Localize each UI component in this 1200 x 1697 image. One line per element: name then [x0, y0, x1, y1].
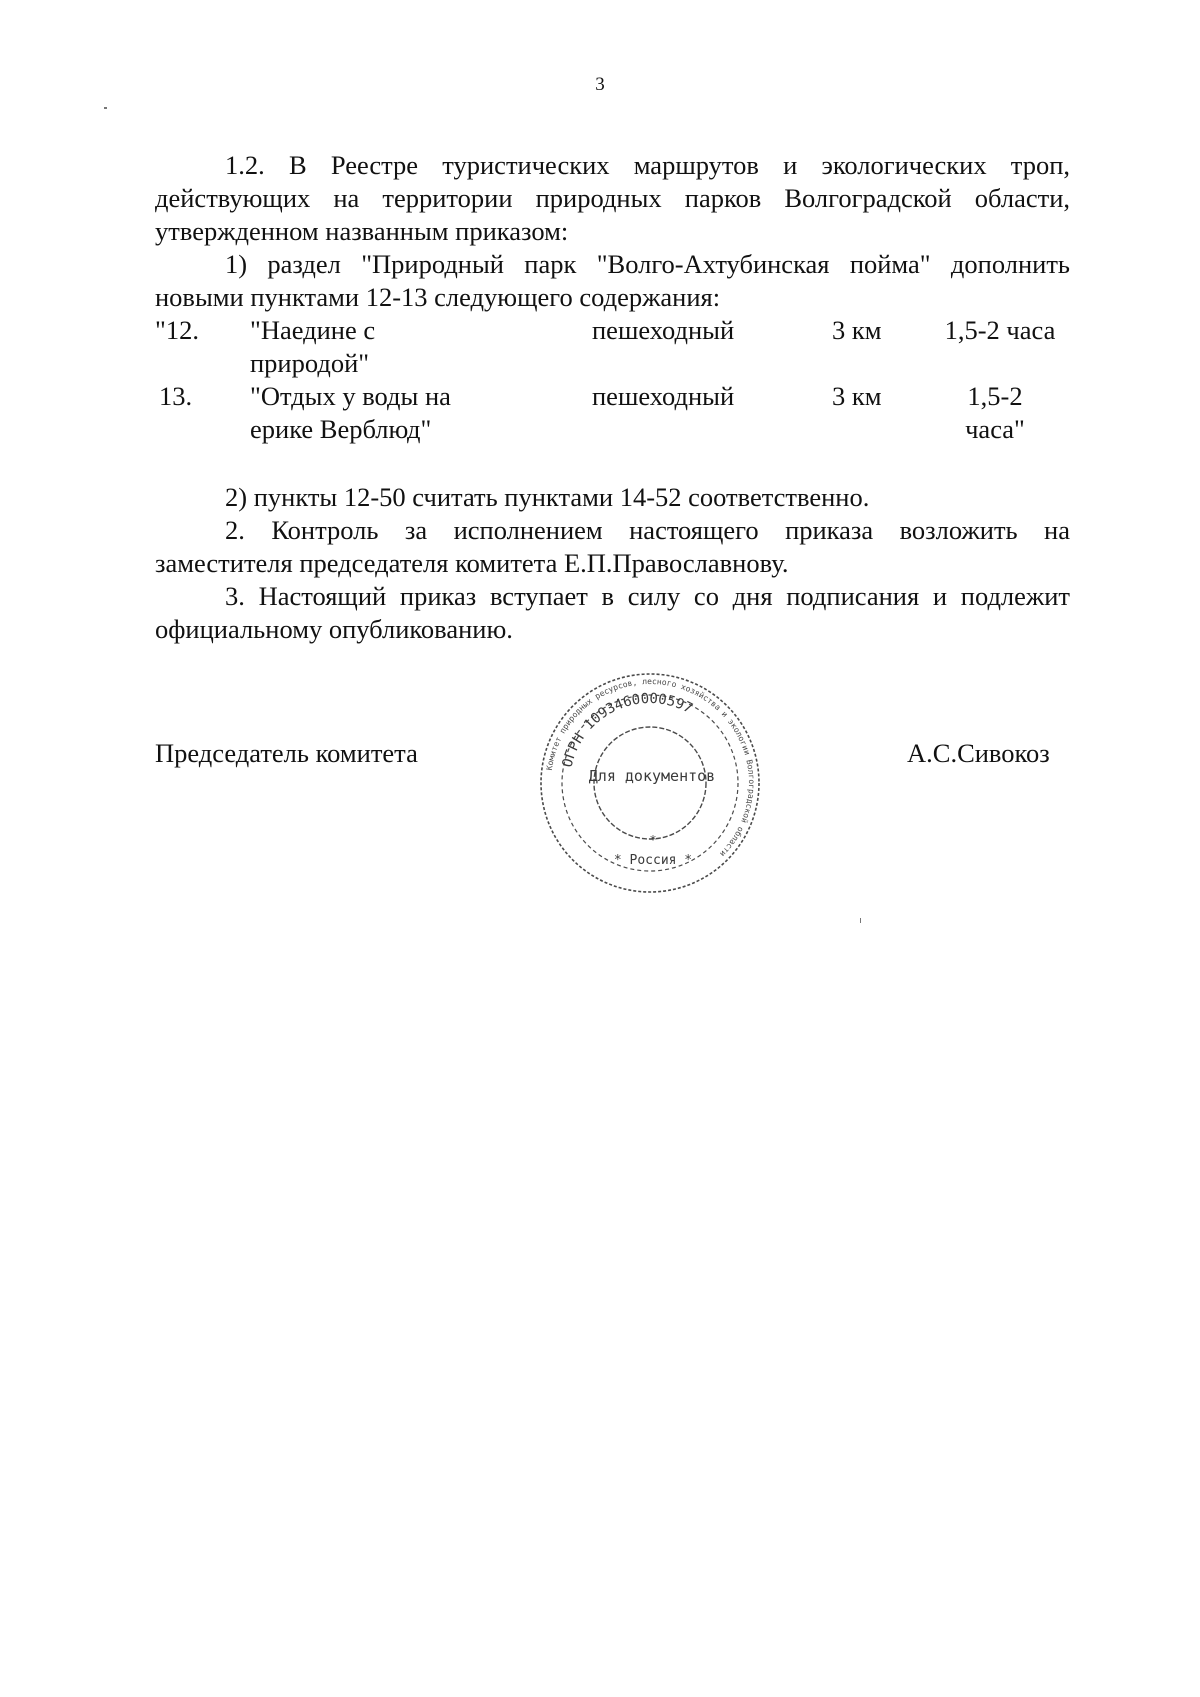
route-number: 13. — [159, 381, 193, 411]
route-distance: 3 км — [832, 315, 882, 345]
route-type: пешеходный — [592, 381, 735, 411]
stamp-ogrn-text: ОГРН 1093460000597 — [559, 690, 696, 770]
page-number: 3 — [595, 74, 605, 95]
stamp-bottom-text: * Россия * — [613, 853, 693, 868]
item-2-paragraph: 2) пункты 12-50 считать пунктами 14-52 соответственно. — [225, 482, 870, 512]
route-name: "Наедине с природой" — [250, 315, 376, 378]
scan-speck — [104, 107, 107, 109]
route-duration: 1,5-2 часа — [944, 315, 1056, 345]
upper-text-block — [155, 149, 1070, 314]
route-row — [155, 314, 1070, 380]
route-type: пешеходный — [592, 315, 735, 345]
lower-text-block — [155, 481, 1070, 646]
scan-speck — [860, 918, 861, 923]
signatory-name: А.С.Сивокоз — [907, 738, 1050, 768]
section-1-2-paragraph: 1.2. В Реестре туристических маршрутов и экологических троп, действующих на территории природных парков Волгоградской области, утвержденном названным приказом: — [155, 150, 1070, 246]
route-row — [155, 380, 1070, 446]
point-2-paragraph: 2. Контроль за исполнением настоящего приказа возложить на заместителя председателя комитета Е.П.Православнову. — [155, 515, 1070, 578]
stamp-outer-ring-text: Комитет природных ресурсов, лесного хозяйства и экологии Волгоградской области — [544, 676, 757, 859]
stamp-star-icon: * — [650, 833, 656, 847]
stamp-center-text: Для документов — [588, 767, 716, 785]
route-name: "Отдых у воды на ерике Верблюд" — [250, 381, 451, 444]
route-distance: 3 км — [832, 381, 882, 411]
signatory-role: Председатель комитета — [155, 738, 418, 768]
item-1-paragraph: 1) раздел "Природный парк "Волго-Ахтубинская пойма" дополнить новыми пунктами 12-13 следующего содержания: — [155, 249, 1070, 312]
official-stamp — [535, 668, 765, 898]
route-duration: 1,5-2 часа" — [965, 381, 1025, 444]
routes-table — [155, 314, 1070, 446]
point-3-paragraph: 3. Настоящий приказ вступает в силу со дня подписания и подлежит официальному опубликованию. — [155, 581, 1070, 644]
route-number: "12. — [155, 315, 199, 345]
